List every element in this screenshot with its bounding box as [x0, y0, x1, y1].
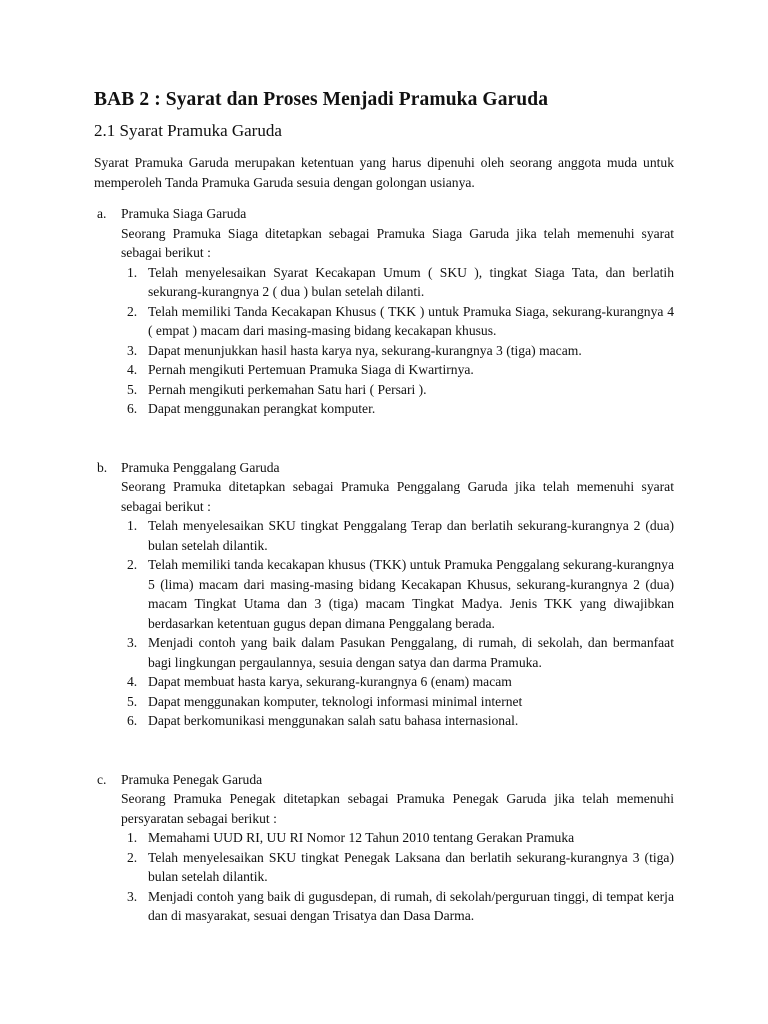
item-text: Dapat menggunakan perangkat komputer.: [148, 401, 376, 416]
section-letter: b.: [97, 459, 108, 475]
item-text: Pernah mengikuti Pertemuan Pramuka Siaga di Kwartirnya.: [148, 362, 474, 377]
item-number: 1.: [127, 830, 138, 845]
section-heading: 2.1 Syarat Pramuka Garuda: [94, 121, 282, 140]
list-item: [121, 692, 674, 712]
item-text: Dapat berkomunikasi menggunakan salah satu bahasa internasional.: [148, 713, 519, 728]
list-item: [121, 633, 674, 672]
list-item: [121, 360, 674, 380]
section-description: Seorang Pramuka ditetapkan sebagai Pramuka Penggalang Garuda jika telah memenuhi syarat sebagai berikut :: [121, 479, 674, 514]
list-item: [121, 341, 674, 361]
requirement-list: [121, 263, 674, 419]
section-letter: c.: [97, 771, 107, 787]
section-penegak: [94, 770, 674, 926]
item-text: Telah memiliki Tanda Kecakapan Khusus ( TKK ) untuk Pramuka Siaga, sekurang-kurangnya 4 ( empat ) macam dari masing-masing bidang kecakapan khusus.: [148, 303, 674, 338]
intro-paragraph: Syarat Pramuka Garuda merupakan ketentuan yang harus dipenuhi oleh seorang anggota muda untuk memperoleh Tanda Pramuka Garuda sesuia dengan golongan usianya.: [94, 155, 674, 190]
requirement-list: [121, 516, 674, 731]
item-text: Dapat menunjukkan hasil hasta karya nya, sekurang-kurangnya 3 (tiga) macam.: [148, 342, 582, 358]
document-body: [94, 88, 674, 926]
section-title: Pramuka Penggalang Garuda: [121, 459, 280, 475]
item-number: 6.: [127, 713, 138, 728]
list-item: [121, 263, 674, 302]
item-text: Telah menyelesaikan SKU tingkat Penegak Laksana dan berlatih sekurang-kurangnya 3 (tiga) bulan setelah dilantik.: [148, 849, 674, 884]
section-title: Pramuka Penegak Garuda: [121, 771, 263, 787]
section-description: Seorang Pramuka Siaga ditetapkan sebagai Pramuka Siaga Garuda jika telah memenuhi syarat sebagai berikut :: [121, 225, 674, 260]
list-item: [121, 711, 674, 731]
item-text: Memahami UUD RI, UU RI Nomor 12 Tahun 2010 tentang Gerakan Pramuka: [148, 830, 575, 845]
item-number: 3.: [127, 342, 138, 358]
item-number: 6.: [127, 401, 138, 416]
item-number: 2.: [127, 557, 138, 572]
list-item: [121, 828, 674, 848]
section-description: Seorang Pramuka Penegak ditetapkan sebagai Pramuka Penegak Garuda jika telah memenuhi persyaratan sebagai berikut :: [121, 791, 674, 826]
item-number: 3.: [127, 888, 138, 904]
section-letter: a.: [97, 206, 107, 221]
chapter-title: BAB 2 : Syarat dan Proses Menjadi Pramuka Garuda: [94, 89, 549, 110]
list-item: [121, 380, 674, 400]
item-text: Telah menyelesaikan SKU tingkat Penggalang Terap dan berlatih sekurang-kurangnya 2 (dua) bulan setelah dilantik.: [148, 518, 674, 553]
item-number: 1.: [127, 264, 138, 280]
list-item: [121, 555, 674, 633]
item-text: Telah menyelesaikan Syarat Kecakapan Umum ( SKU ), tingkat Siaga Tata, dan berlatih sekurang-kurangnya 2 ( dua ) bulan setelah dilanti.: [148, 264, 674, 299]
item-number: 5.: [127, 693, 138, 709]
list-item: [121, 516, 674, 555]
list-item: [121, 672, 674, 692]
list-item: [121, 302, 674, 341]
item-text: Dapat menggunakan komputer, teknologi informasi minimal internet: [148, 693, 523, 709]
list-item: [121, 399, 674, 419]
list-item: [121, 848, 674, 887]
item-text: Pernah mengikuti perkemahan Satu hari ( Persari ).: [148, 381, 427, 397]
item-number: 5.: [127, 381, 138, 397]
item-number: 3.: [127, 635, 138, 650]
requirement-list: [121, 828, 674, 926]
section-title: Pramuka Siaga Garuda: [121, 206, 247, 221]
list-item: [121, 887, 674, 926]
item-number: 1.: [127, 518, 138, 533]
section-siaga: [94, 204, 674, 419]
item-text: Menjadi contoh yang baik di gugusdepan, di rumah, di sekolah/perguruan tinggi, di tempat kerja dan di masyarakat, sesuai dengan Trisatya dan Dasa Darma.: [148, 888, 674, 923]
item-text: Menjadi contoh yang baik dalam Pasukan Penggalang, di rumah, di sekolah, dan bermanfaat bagi lingkungan pergaulannya, sesuia dengan satya dan darma Pramuka.: [148, 635, 674, 670]
item-number: 2.: [127, 849, 138, 865]
item-number: 4.: [127, 674, 138, 689]
item-number: 2.: [127, 303, 138, 319]
item-text: Telah memiliki tanda kecakapan khusus (TKK) untuk Pramuka Penggalang sekurang-kurangnya 5 (lima) macam dari masing-masing bidang Kecakapan Khusus, sekurang-kurangnya 2 (dua) macam Tingkat Utama dan 3 (tiga) macam Tingkat Madya. Jenis TKK yang diwajibkan berdasarkan ketentuan gugus depan dimana Penggalang berada.: [148, 557, 674, 631]
item-text: Dapat membuat hasta karya, sekurang-kurangnya 6 (enam) macam: [148, 674, 512, 689]
item-number: 4.: [127, 362, 138, 377]
section-penggalang: [94, 458, 674, 731]
